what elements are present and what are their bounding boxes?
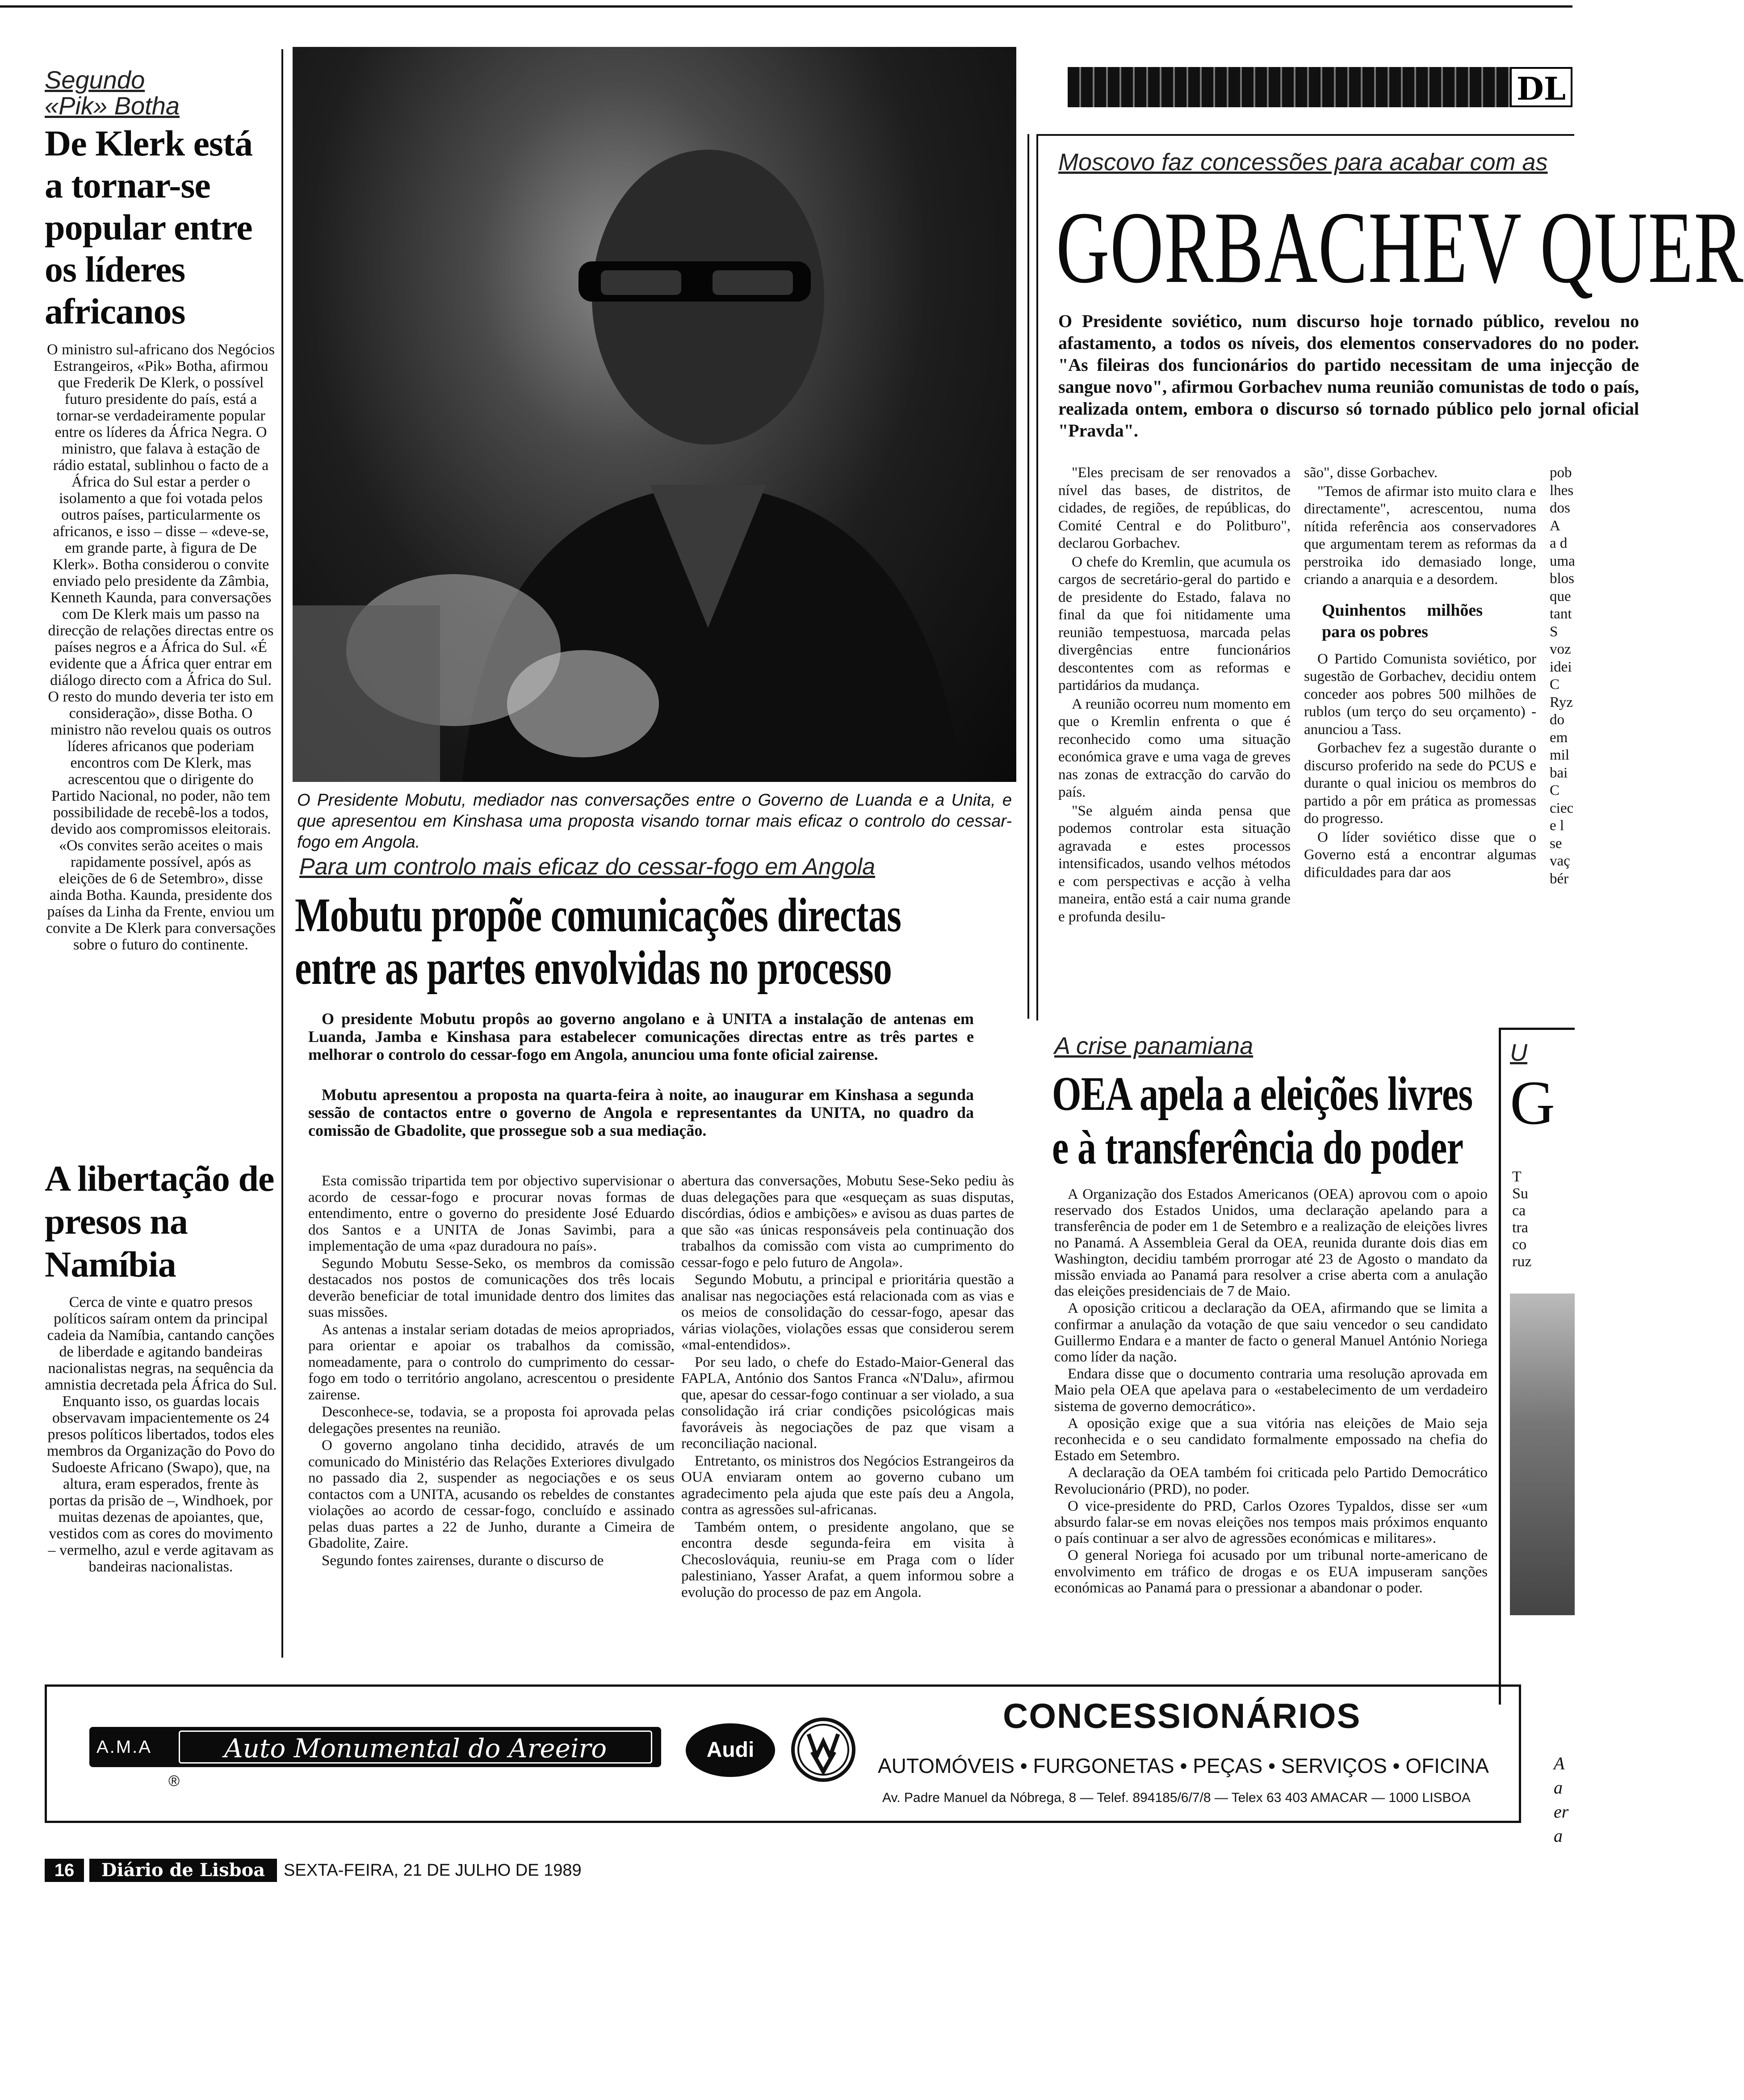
line-fragment: T: [1512, 1168, 1522, 1185]
dealer-advertisement[interactable]: [45, 1684, 1521, 1823]
ad-title: CONCESSIONÁRIOS: [1003, 1696, 1361, 1735]
kicker: [45, 67, 277, 119]
line-fragment: que: [1550, 588, 1571, 605]
paragraph: Desconhece-se, todavia, se a proposta foi aprovada pelas delegações presentes na reunião.: [308, 1404, 675, 1436]
mobutu-photo: [293, 47, 1016, 782]
line-fragment: Su: [1512, 1185, 1528, 1202]
paragraph: Segundo Mobutu, a principal e prioritária questão a analisar nas negociações está relacionada com as vias e os meios de consolidação do cessar-fogo, apesar das várias violações, violações essas que considerou serem «mal-entendidos».: [681, 1272, 1014, 1353]
line-fragment: bai: [1550, 764, 1568, 781]
line-fragment: em: [1550, 729, 1568, 746]
line-fragment: C: [1550, 782, 1560, 798]
paragraph: Gorbachev fez a sugestão durante o discurso proferido na sede do PCUS e durante o qual iniciou os membros do partido a pôr em prática as promessas do progresso.: [1304, 740, 1536, 827]
gorbachev-kicker: Moscovo faz concessões para acabar com as: [1058, 149, 1548, 176]
ad-services: AUTOMÓVEIS • FURGONETAS • PEÇAS • SERVIÇOS • OFICINA: [878, 1754, 1489, 1777]
paragraph: Esta comissão tripartida tem por objectivo supervisionar o acordo de cessar-fogo e procurar novas formas de entendimento, entre o governo do presidente José Eduardo dos Santos e a UNITA de Jonas Savimbi, para a implementação de uma «paz duradoura no país».: [308, 1173, 675, 1254]
line-fragment: dos: [1550, 500, 1570, 516]
line-fragment: a d: [1550, 535, 1568, 551]
paragraph: A oposição exige que a sua vitória nas eleições de Maio seja reconhecida e o seu candidato formalmente empossado na chefia do Estado em Setembro.: [1054, 1415, 1488, 1464]
mobutu-lead-2: Mobutu apresentou a proposta na quarta-feira à noite, ao inaugurar em Kinshasa a segunda sessão de contactos entre o governo de Angola e representantes da UNITA, no quadro da comissão de Gbadolite, que prossegue sob a sua mediação.: [308, 1086, 974, 1139]
paragraph: Segundo fontes zairenses, durante o discurso de: [322, 1552, 604, 1569]
paragraph: A declaração da OEA também foi criticada pelo Partido Democrático Revolucionário (PRD), no poder.: [1054, 1465, 1488, 1497]
registered-mark: ®: [168, 1772, 180, 1789]
line-fragment: vaç: [1550, 853, 1570, 869]
gorbachev-subhead: Quinhentos milhões para os pobres: [1322, 601, 1483, 641]
paragraph: "Temos de afirmar isto muito clara e directamente", acrescentou, numa nítida referência aos conservadores que argumentam terem as reformas da perstroika ido demasiado longe, criando a anarquia e a desordem.: [1304, 483, 1536, 588]
paragraph: Também ontem, o presidente angolano, que se encontra desde segunda-feira em visita à Checoslováquia, reuniu-se em Praga com o líder palestiniano, Yasser Arafat, a quem informou sobre a evolução do processo de paz em Angola.: [681, 1519, 1014, 1600]
top-rule: [0, 5, 1572, 8]
paragraph: O líder soviético disse que o Governo está a encontrar algumas dificuldades para dar aos: [1304, 829, 1536, 881]
paragraph: As antenas a instalar seriam dotadas de meios apropriados, para orientar e apoiar os trabalhos da comissão, nomeadamente, para o controlo do cumprimento do cessar-fogo em todo o território angolano, acrescentou o presidente zairense.: [308, 1321, 675, 1403]
left-story-1: [45, 67, 277, 953]
paragraph: O Partido Comunista soviético, por sugestão de Gorbachev, decidiu ontem conceder aos pobres 500 milhões de rublos (um terço do seu orçamento) - anunciou a Tass.: [1304, 651, 1536, 738]
gorbachev-column-1: [1058, 464, 1291, 927]
paragraph: O vice-presidente do PRD, Carlos Ozores Typaldos, disse ser «um absurdo falar-se em novas eleições nos tempos mais próximos enquanto o país continuar a ser alvo de agressões económicas e militares».: [1054, 1498, 1488, 1547]
headline: A libertação de presos na Namíbia: [45, 1158, 274, 1285]
mobutu-lead-1: O presidente Mobutu propôs ao governo angolano e à UNITA a instalação de antenas em Luanda, Jamba e Kinshasa para estabelecer comunicações directas entre as três partes e melhorar o controlo do cessar-fogo em Angola, anunciou uma fonte oficial zairense.: [308, 1010, 974, 1063]
paragraph: Segundo Mobutu Sesse-Seko, os membros da comissão destacados nos postos de comunicações dos três locais deverão beneficiar de total imunidade dentro dos limites das suas missões.: [308, 1255, 675, 1320]
paragraph: O governo angolano tinha decidido, através de um comunicado do Ministério das Relações Exteriores divulgado no passado dia 2, suspender as negociações e os seus contactos com a UNITA, acusando os rebeldes de constantes violações ao acordo de cessar-fogo, concluído e assinado pelas duas partes a 22 de Junho, durante a Cimeira de Gbadolite, Zaire.: [308, 1437, 675, 1551]
right-edge-story: [1499, 1028, 1575, 1705]
paragraph: A oposição criticou a declaração da OEA, afirmando que se limita a confirmar a anulação da votação de que saiu vencedor o seu candidato Guillermo Endara e a manter de facto o general Manuel António Noriega como líder da nação.: [1054, 1300, 1488, 1365]
audi-logo: Audi: [686, 1723, 775, 1777]
line-fragment: ciec: [1550, 800, 1574, 816]
line-fragment: bér: [1550, 870, 1569, 887]
line-fragment: mil: [1550, 747, 1570, 763]
line-fragment: do: [1550, 712, 1564, 728]
line-fragment: ruz: [1512, 1253, 1532, 1270]
mobutu-headline-line-1: Mobutu propõe comunicações directas: [295, 889, 901, 942]
paragraph: Endara disse que o documento contraria uma resolução aprovada em Maio pela OEA que apelava para o «estabelecimento de um verdadeiro sistema de governo democrático».: [1054, 1366, 1488, 1415]
story-body: Cerca de vinte e quatro presos políticos saíram ontem da principal cadeia da Namíbia, cantando canções de liberdade e agitando bandeiras nacionalistas negras, na sequência da amnistia decretada pela África do Sul. Enquanto isso, os guardas locais observavam impacientemente os 24 presos políticos libertados, todos eles membros da Organização do Povo do Sudoeste Africano (Swapo), que, na altura, eram esperados, frente às portas da prisão de –, Windhoek, por muitas dezenas de apoiantes, que, vestidos com as cores do movimento – vermelho, azul e verde agitavam as bandeiras nacionalistas.: [45, 1294, 277, 1575]
mobutu-kicker: Para um controlo mais eficaz do cessar-fogo em Angola: [299, 854, 876, 880]
oea-headline-line-2: e à transferência do poder: [1052, 1121, 1463, 1174]
masthead-mark: DL: [1510, 67, 1572, 107]
edge-photo: [1510, 1294, 1575, 1615]
column-rule: [1027, 134, 1029, 1019]
line-fragment: C: [1550, 676, 1560, 693]
paragraph: O general Noriega foi acusado por um tribunal norte-americano de envolvimento em tráfico de drogas e os EUA impuseram sanções económicas ao Panamá para o pressionar a abandonar o poder.: [1054, 1547, 1488, 1596]
gorbachev-headline: GORBACHEV QUER: [1056, 190, 1744, 304]
kicker: U: [1510, 1039, 1527, 1066]
paragraph: "Se alguém ainda pensa que podemos controlar esta situação agravada e estes processos intensificados, usando velhos métodos e com perspectivas e acção à velha maneira, então está a cair numa grande e profunda desilu-: [1058, 802, 1291, 925]
paragraph: "Eles precisam de ser renovados a nível das bases, de distritos, de cidades, de regiões, de repúblicas, do Comité Central e do Politburo", declarou Gorbachev.: [1058, 465, 1291, 551]
line-fragment: S: [1550, 623, 1558, 640]
line-fragment: se: [1550, 835, 1562, 852]
ama-label: A.M.A: [96, 1737, 152, 1757]
paper-name: Diário de Lisboa: [89, 1859, 277, 1882]
gorbachev-column-2: [1304, 464, 1536, 882]
issue-date: SEXTA-FEIRA, 21 DE JULHO DE 1989: [284, 1861, 582, 1880]
right-edge-bottom-fragments: [1554, 1751, 1568, 1848]
line-fragment: tant: [1550, 606, 1572, 622]
ama-block: [89, 1727, 661, 1767]
mobutu-column-1: [308, 1173, 675, 1570]
gorbachev-column-3: [1550, 464, 1576, 888]
oea-body: [1054, 1186, 1488, 1597]
kicker-line-2: «Pik» Botha: [45, 92, 180, 120]
body-fragments: [1512, 1168, 1531, 1270]
page-footer: [45, 1859, 648, 1882]
line-fragment: er: [1554, 1802, 1569, 1822]
gorbachev-box: [1036, 134, 1744, 1021]
line-fragment: blos: [1550, 571, 1575, 587]
story-body: O ministro sul-africano dos Negócios Estrangeiros, «Pik» Botha, afirmou que Frederik De Klerk, o possível futuro presidente do país, está a tornar-se verdadeiramente popular entre os líderes da África Negra. O ministro, que falava à estação de rádio estatal, sublinhou o facto de a África do Sul estar a perder o isolamento a que foi votada pelos outros países, particularmente os africanos, e isso – disse – «deve-se, em grande parte, à figura de De Klerk». Botha considerou o convite enviado pelo presidente da Zâmbia, Kenneth Kaunda, para conversações com De Klerk mais um passo na direcção de relações directas entre os países negros e a África do Sul. «É evidente que a África quer entrar em diálogo directo com a África do Sul. O resto do mundo deveria ter isto em consideração», disse Botha. O ministro não revelou quais os outros líderes africanos que poderiam encontros com De Klerk, mas acrescentou que o dirigente do Partido Nacional, no poder, não tem possibilidade de recebê-los a todos, devido aos compromissos eleitorais. «Os convites serão aceites o mais rapidamente possível, após as eleições de 6 de Setembro», disse ainda Botha. Kaunda, presidente dos países da Linha da Frente, enviou um convite a De Klerk para conversações sobre o futuro do continente.: [46, 341, 276, 953]
masthead-strip: [1068, 67, 1572, 107]
mobutu-headline-line-2: entre as partes envolvidas no processo: [295, 941, 892, 995]
oea-headline-line-1: OEA apela a eleições livres: [1052, 1067, 1473, 1121]
line-fragment: lhes: [1550, 482, 1574, 499]
page-number: 16: [45, 1859, 84, 1882]
left-story-2: [45, 1157, 277, 1575]
vw-logo: [791, 1717, 856, 1782]
line-fragment: e l: [1550, 818, 1564, 834]
line-fragment: tra: [1512, 1219, 1528, 1236]
photo-caption: O Presidente Mobutu, mediador nas conversações entre o Governo de Luanda e a Unita, e que apresentou em Kinshasa uma proposta visando tornar mais eficaz o controlo do cessar-fogo em Angola.: [297, 791, 1012, 852]
headline: De Klerk está a tornar-se popular entre os líderes africanos: [45, 123, 253, 332]
line-fragment: a: [1554, 1777, 1563, 1798]
mobutu-column-2: [681, 1173, 1014, 1601]
paragraph: Entretanto, os ministros dos Negócios Estrangeiros da OUA enviaram ontem ao governo cubano um agradecimento pela ajuda que este país deu a Angola, contra as agressões sul-africanas.: [681, 1453, 1014, 1518]
line-fragment: ca: [1512, 1202, 1526, 1219]
paragraph: são", disse Gorbachev.: [1304, 465, 1438, 481]
portrait-illustration: [293, 47, 1016, 782]
line-fragment: A: [1550, 517, 1560, 534]
line-fragment: a: [1554, 1826, 1563, 1846]
line-fragment: A: [1554, 1753, 1565, 1773]
line-fragment: co: [1512, 1236, 1527, 1253]
paragraph: Por seu lado, o chefe do Estado-Maior-General das FAPLA, António dos Santos Franca «N'Dalu», afirmou que, apesar do cessar-fogo continuar a ser violado, a sua consolidação irá criar condições psicológicas mais favoráveis às negociações de paz que visam a reconciliação nacional.: [681, 1354, 1014, 1452]
ad-address: Av. Padre Manuel da Nóbrega, 8 — Telef. 894185/6/7/8 — Telex 63 403 AMACAR — 1000 LISBOA: [882, 1790, 1471, 1805]
headline: G: [1510, 1068, 1555, 1138]
line-fragment: idei: [1550, 659, 1572, 675]
kicker-line-1: Segundo: [45, 66, 145, 94]
vw-icon: [791, 1717, 856, 1782]
oea-kicker: A crise panamiana: [1054, 1033, 1254, 1059]
dealer-name: Auto Monumental do Areeiro: [179, 1730, 652, 1764]
paragraph: abertura das conversações, Mobutu Sese-Seko pediu às duas delegações para que «esqueçam as suas disputas, discórdias, ódios e ambições» e avisou as duas partes de que são «as únicas responsáveis pela continuação dos trabalhos da comissão com vista ao cumprimento do cessar-fogo e pelo futuro de Angola».: [681, 1173, 1014, 1271]
paragraph: A Organização dos Estados Americanos (OEA) aprovou com o apoio reservado dos Estados Unidos, uma declaração apelando para a transferência de poder em 1 de Setembro e a realização de eleições livres no Panamá. A Assembleia Geral da OEA, reunida durante dois dias em Washington, decidiu também prorrogar até 23 de Agosto o mandato da missão enviada ao Panamá para resolver a crise aberta com a anulação das eleições presidenciais de 7 de Maio.: [1054, 1186, 1488, 1300]
paragraph: O chefe do Kremlin, que acumula os cargos de secretário-geral do partido e de presidente do Estado, falava no final da que foi nitidamente uma reunião tempestuosa, marcada pelas divergências entre funcionários descontentes com as reformas e partidários da mudança.: [1058, 554, 1291, 693]
line-fragment: uma: [1550, 553, 1575, 569]
paragraph: A reunião ocorreu num momento em que o Kremlin enfrenta o que é reconhecido como uma situação económica grave e uma vaga de greves nas zonas de extracção do carvão do país.: [1058, 696, 1291, 800]
line-fragment: voz: [1550, 641, 1571, 657]
line-fragment: Ryz: [1550, 694, 1573, 710]
gorbachev-lead: O Presidente soviético, num discurso hoje tornado público, revelou no afastamento, a todos os níveis, dos elementos conservadores do no poder. "As fileiras dos funcionários do partido necessitam de uma injecção de sangue novo", afirmou Gorbachev numa reunião comunistas de todo o país, realizada ontem, embora o discurso só tornado público pelo jornal oficial "Pravda".: [1058, 311, 1639, 441]
line-fragment: pob: [1550, 465, 1572, 481]
column-rule: [281, 49, 283, 1658]
